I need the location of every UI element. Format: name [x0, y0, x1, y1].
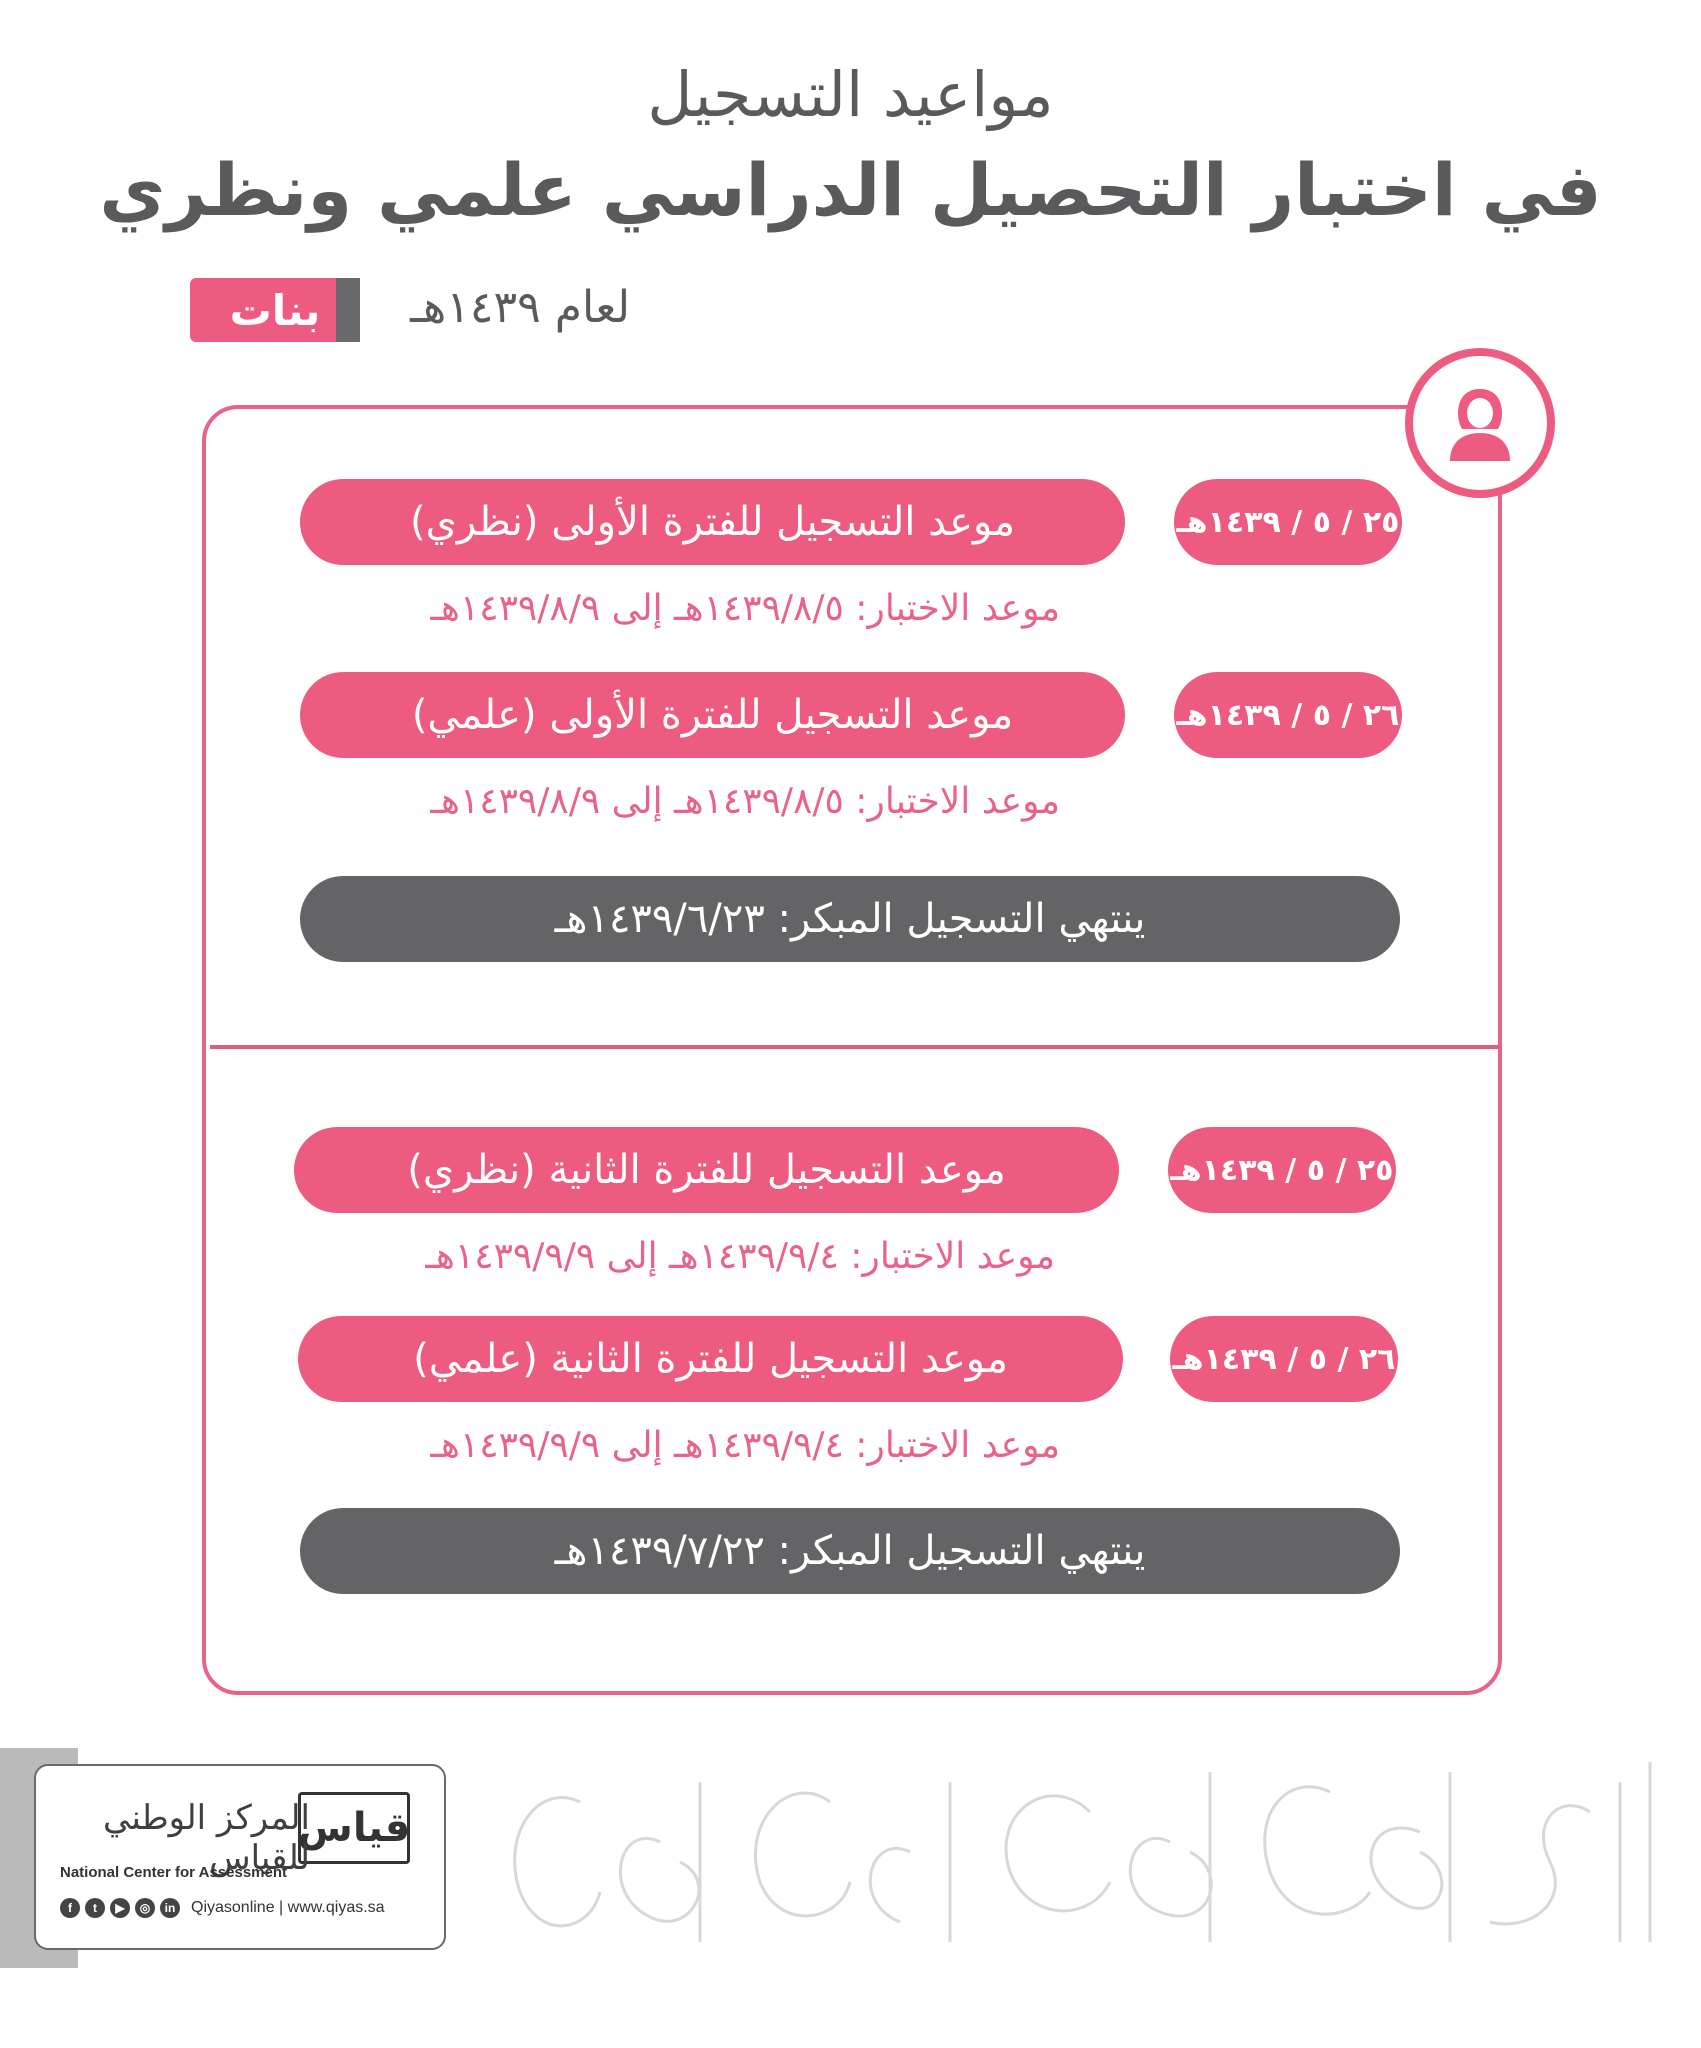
section-divider — [210, 1045, 1500, 1049]
early-registration-end: ينتهي التسجيل المبكر: ١٤٣٩/٦/٢٣هـ — [300, 876, 1400, 962]
registration-date-badge: ٢٥ / ٥ / ١٤٣٩هـ — [1174, 479, 1402, 565]
year-label: لعام ١٤٣٩هـ — [410, 282, 630, 333]
facebook-icon[interactable]: f — [60, 1898, 80, 1918]
registration-period-label: موعد التسجيل للفترة الثانية (نظري) — [294, 1127, 1119, 1213]
org-name-english: National Center for Assessment — [60, 1864, 288, 1881]
early-registration-end: ينتهي التسجيل المبكر: ١٤٣٩/٧/٢٢هـ — [300, 1508, 1400, 1594]
female-user-icon — [1405, 348, 1555, 498]
exam-date-text: موعد الاختبار: ١٤٣٩/٩/٤هـ إلى ١٤٣٩/٩/٩هـ — [425, 1236, 1055, 1277]
linkedin-icon[interactable]: in — [160, 1898, 180, 1918]
exam-date-text: موعد الاختبار: ١٤٣٩/٩/٤هـ إلى ١٤٣٩/٩/٩هـ — [430, 1425, 1060, 1466]
registration-date-badge: ٢٦ / ٥ / ١٤٣٩هـ — [1170, 1316, 1398, 1402]
exam-date-text: موعد الاختبار: ١٤٣٩/٨/٥هـ إلى ١٤٣٩/٨/٩هـ — [430, 781, 1060, 822]
youtube-icon[interactable]: ▶ — [110, 1898, 130, 1918]
instagram-icon[interactable]: ◎ — [135, 1898, 155, 1918]
org-name-arabic: المركز الوطني للقياس — [102, 1798, 310, 1878]
badge-accent-bar — [336, 278, 360, 342]
calligraphy-watermark — [470, 1752, 1680, 1962]
title-line-2: في اختبار التحصيل الدراسي علمي ونظري — [99, 148, 1602, 232]
title-line-1: مواعيد التسجيل — [647, 58, 1054, 131]
website-link[interactable]: Qiyasonline | www.qiyas.sa — [191, 1899, 385, 1916]
qiyas-logo-mark: قياس — [298, 1792, 410, 1864]
registration-date-badge: ٢٥ / ٥ / ١٤٣٩هـ — [1168, 1127, 1396, 1213]
social-links — [60, 1898, 385, 1918]
girls-badge: بنات — [190, 278, 360, 342]
registration-period-label: موعد التسجيل للفترة الأولى (نظري) — [300, 479, 1125, 565]
twitter-icon[interactable]: t — [85, 1898, 105, 1918]
registration-period-label: موعد التسجيل للفترة الأولى (علمي) — [300, 672, 1125, 758]
registration-period-label: موعد التسجيل للفترة الثانية (علمي) — [298, 1316, 1123, 1402]
registration-date-badge: ٢٦ / ٥ / ١٤٣٩هـ — [1174, 672, 1402, 758]
exam-date-text: موعد الاختبار: ١٤٣٩/٨/٥هـ إلى ١٤٣٩/٨/٩هـ — [430, 588, 1060, 629]
